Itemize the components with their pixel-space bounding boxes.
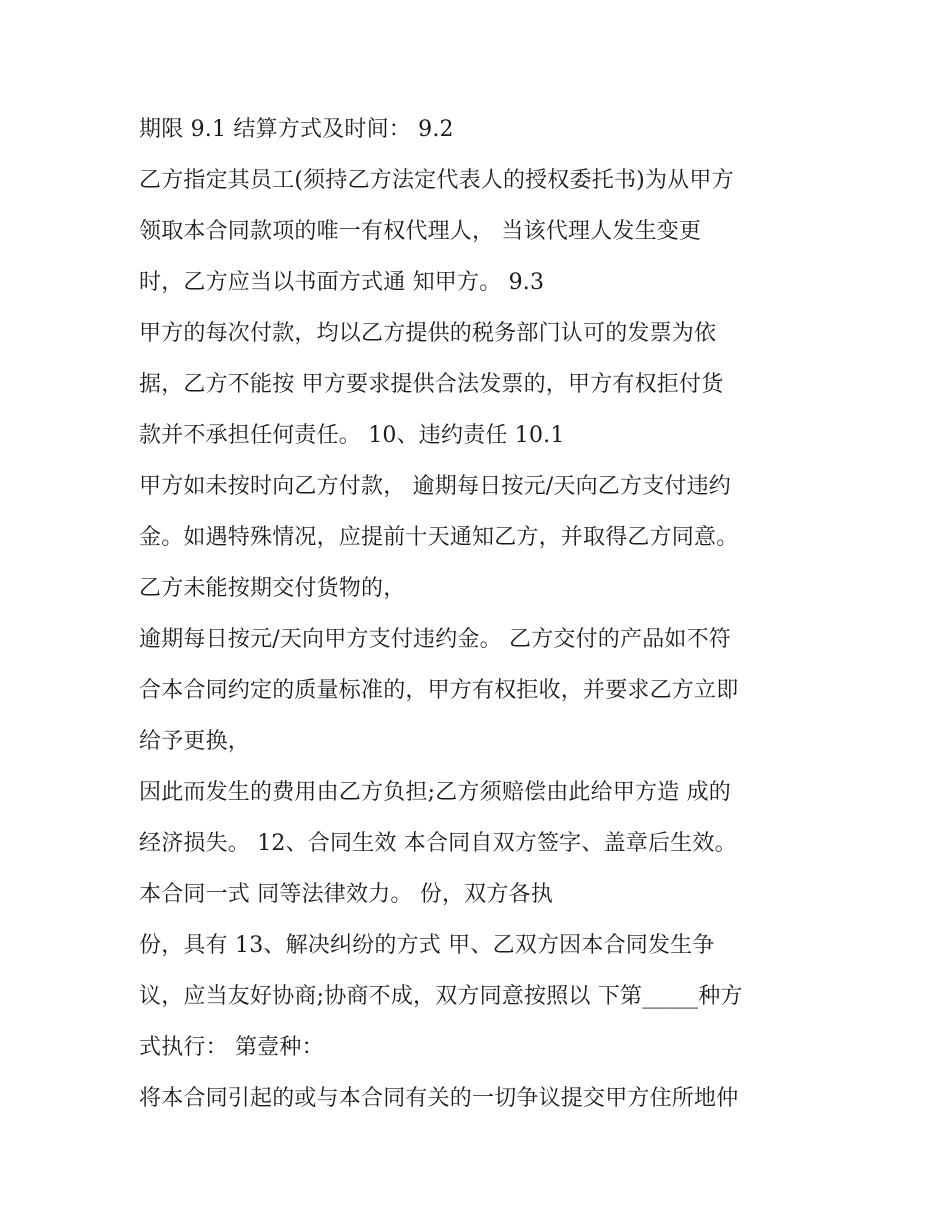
text-line: 时，乙方应当以书面方式通 知甲方。 9.3	[139, 270, 545, 295]
text-line: 合本合同约定的质量标准的，甲方有权拒收，并要求乙方立即	[139, 678, 739, 703]
text-line: 逾期每日按元/天向甲方支付违约金。 乙方交付的产品如不符	[139, 627, 732, 652]
text-line: 期限 9.1 结算方式及时间： 9.2	[139, 117, 454, 142]
text-line: 因此而发生的费用由乙方负担;乙方须赔偿由此给甲方造 成的	[139, 780, 732, 805]
text-line: 甲方的每次付款，均以乙方提供的税务部门认可的发票为依	[139, 321, 717, 346]
text-line: 给予更换，	[139, 729, 251, 754]
text-line: 式执行： 第壹种：	[139, 1035, 324, 1060]
text-line: 份，具有 13、解决纠纷的方式 甲、乙双方因本合同发生争	[139, 933, 715, 958]
text-line: 议，应当友好协商;协商不成，双方同意按照以 下第_____种方	[139, 984, 743, 1009]
text-line: 乙方未能按期交付货物的，	[139, 576, 406, 601]
text-line: 乙方指定其员工(须持乙方法定代表人的授权委托书)为从甲方	[139, 168, 734, 193]
text-line: 领取本合同款项的唯一有权代理人， 当该代理人发生变更	[139, 219, 702, 244]
text-line: 将本合同引起的或与本合同有关的一切争议提交甲方住所地仲	[139, 1086, 739, 1111]
text-line: 金。如遇特殊情况，应提前十天通知乙方，并取得乙方同意。	[139, 525, 739, 550]
text-line: 据，乙方不能按 甲方要求提供合法发票的，甲方有权拒付货	[139, 372, 724, 397]
contract-body-text	[139, 110, 839, 1130]
text-line: 本合同一式 同等法律效力。 份，双方各执	[139, 882, 553, 907]
text-line: 甲方如未按时向乙方付款， 逾期每日按元/天向乙方支付违约	[139, 474, 732, 499]
text-line: 经济损失。 12、合同生效 本合同自双方签字、盖章后生效。	[139, 831, 737, 856]
text-line: 款并不承担任何责任。 10、违约责任 10.1	[139, 423, 565, 448]
